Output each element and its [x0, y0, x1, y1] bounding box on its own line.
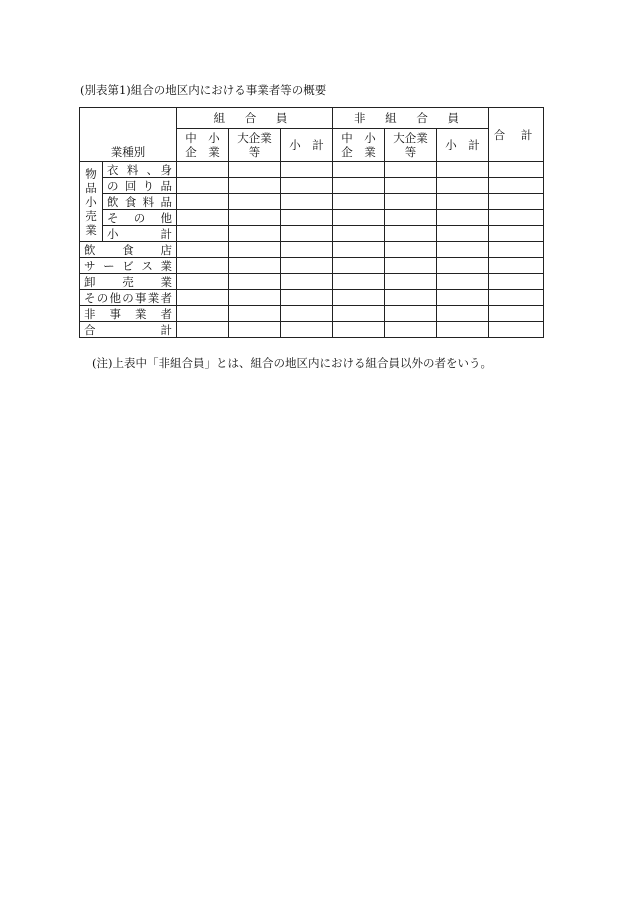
cell — [177, 162, 229, 178]
cell — [281, 258, 333, 274]
nonmember-sme-header — [333, 129, 385, 162]
cell — [281, 242, 333, 258]
cell — [229, 290, 281, 306]
row-label-service: サービス業 — [80, 258, 177, 274]
retail-char-3: 小 — [85, 194, 97, 209]
cell — [437, 242, 489, 258]
row-label-food: 飲食料品 — [103, 194, 177, 210]
cell — [437, 306, 489, 322]
cell — [333, 178, 385, 194]
cell — [177, 322, 229, 338]
cell — [385, 162, 437, 178]
cell — [177, 194, 229, 210]
nonmember-sme-line-1: 中 小 — [341, 131, 376, 145]
cell — [177, 226, 229, 242]
nonmember-large-header — [385, 129, 437, 162]
cell — [281, 322, 333, 338]
retail-category-cell — [80, 162, 103, 242]
cell — [177, 274, 229, 290]
cell — [281, 162, 333, 178]
document-title: (別表第1)組合の地区内における事業者等の概要 — [80, 83, 327, 97]
member-group-header: 組 合 員 — [177, 108, 333, 129]
cell — [385, 194, 437, 210]
clothing-line-1: 衣 料 、身 — [107, 162, 172, 177]
business-overview-table — [79, 107, 544, 338]
nonmember-large-line-1: 大企業 — [393, 131, 428, 145]
cell — [333, 290, 385, 306]
cell — [333, 274, 385, 290]
cell — [385, 242, 437, 258]
cell — [177, 290, 229, 306]
cell — [437, 290, 489, 306]
cell — [385, 178, 437, 194]
cell — [489, 258, 544, 274]
row-label-clothing — [103, 162, 177, 178]
grand-total-header: 合 計 — [489, 108, 544, 162]
retail-char-2: 品 — [85, 180, 97, 195]
member-sme-line-1: 中 小 — [185, 131, 220, 145]
row-label-non-business: 非事業者 — [80, 306, 177, 322]
cell — [333, 210, 385, 226]
cell — [489, 306, 544, 322]
cell — [281, 178, 333, 194]
cell — [489, 226, 544, 242]
retail-char-1: 物 — [85, 166, 97, 181]
cell — [489, 162, 544, 178]
cell — [385, 290, 437, 306]
nonmember-large-line-2: 等 — [404, 145, 417, 159]
cell — [437, 322, 489, 338]
cell — [333, 194, 385, 210]
cell — [281, 194, 333, 210]
member-large-line-1: 大企業 — [237, 131, 272, 145]
cell — [229, 322, 281, 338]
cell — [385, 210, 437, 226]
nonmember-subtotal-header: 小 計 — [437, 129, 489, 162]
cell — [229, 274, 281, 290]
cell — [489, 274, 544, 290]
row-label-retail-other: その他 — [103, 210, 177, 226]
cell — [177, 258, 229, 274]
member-sme-header — [177, 129, 229, 162]
retail-char-4: 売 — [85, 208, 97, 223]
cell — [281, 290, 333, 306]
cell — [229, 306, 281, 322]
row-label-grand-total: 合計 — [80, 322, 177, 338]
cell — [229, 226, 281, 242]
cell — [281, 210, 333, 226]
row-label-retail-subtotal: 小計 — [103, 226, 177, 242]
cell — [489, 322, 544, 338]
cell — [229, 162, 281, 178]
cell — [489, 242, 544, 258]
cell — [437, 194, 489, 210]
cell — [385, 322, 437, 338]
cell — [229, 210, 281, 226]
table-footnote: (注)上表中「非組合員」とは、組合の地区内における組合員以外の者をいう。 — [92, 356, 492, 370]
cell — [177, 178, 229, 194]
cell — [489, 210, 544, 226]
nonmember-sme-line-2: 企 業 — [341, 145, 376, 159]
row-label-restaurant: 飲食店 — [80, 242, 177, 258]
cell — [489, 178, 544, 194]
cell — [385, 226, 437, 242]
cell — [437, 178, 489, 194]
row-header-label: 業種別 — [110, 145, 146, 159]
cell — [281, 306, 333, 322]
nonmember-group-header: 非 組 合 員 — [333, 108, 489, 129]
cell — [333, 242, 385, 258]
cell — [281, 274, 333, 290]
member-large-line-2: 等 — [248, 145, 261, 159]
cell — [229, 258, 281, 274]
cell — [437, 210, 489, 226]
retail-char-5: 業 — [85, 222, 97, 237]
cell — [281, 226, 333, 242]
cell — [229, 178, 281, 194]
member-subtotal-header: 小 計 — [281, 129, 333, 162]
cell — [229, 242, 281, 258]
cell — [437, 274, 489, 290]
cell — [177, 242, 229, 258]
cell — [385, 306, 437, 322]
cell — [437, 162, 489, 178]
cell — [385, 274, 437, 290]
cell — [489, 290, 544, 306]
cell — [229, 194, 281, 210]
cell — [177, 306, 229, 322]
member-sme-line-2: 企 業 — [185, 145, 220, 159]
cell — [333, 306, 385, 322]
row-label-clothing-cont: の 回 り 品 — [103, 178, 177, 194]
cell — [333, 322, 385, 338]
cell — [333, 162, 385, 178]
member-large-header — [229, 129, 281, 162]
cell — [333, 258, 385, 274]
cell — [333, 226, 385, 242]
row-label-wholesale: 卸売業 — [80, 274, 177, 290]
cell — [177, 210, 229, 226]
cell — [437, 226, 489, 242]
row-label-other-business: その他の事業者 — [80, 290, 177, 306]
row-header-cell — [80, 108, 177, 162]
cell — [489, 194, 544, 210]
cell — [437, 258, 489, 274]
cell — [385, 258, 437, 274]
